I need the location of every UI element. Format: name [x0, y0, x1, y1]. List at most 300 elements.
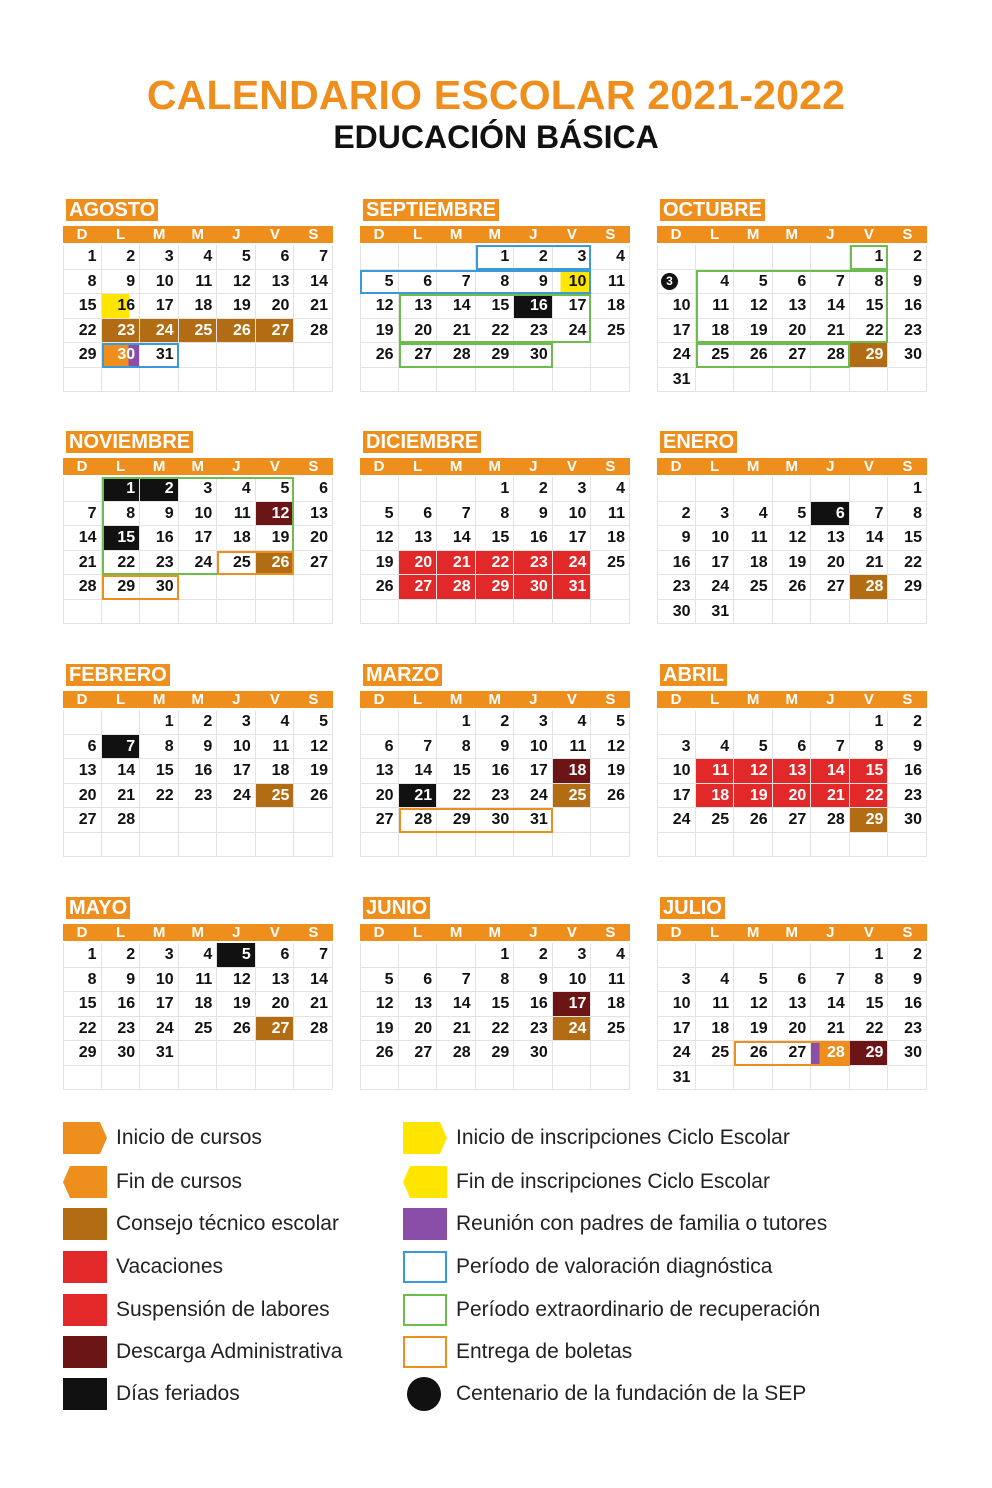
- empty-cell: [696, 1066, 735, 1091]
- day-number: 28: [452, 1044, 471, 1061]
- empty-cell: [811, 600, 850, 625]
- day-cell: [102, 1041, 141, 1066]
- day-cell: [399, 968, 438, 993]
- weekday-label: D: [373, 226, 385, 243]
- day-cell: [553, 319, 592, 344]
- day-number: 30: [117, 1044, 136, 1061]
- day-number: 17: [568, 529, 587, 546]
- day-cell: [888, 784, 927, 809]
- weekday-label: J: [232, 458, 241, 475]
- weekday-label: V: [863, 458, 874, 475]
- day-cell: [811, 808, 850, 833]
- day-number: 18: [749, 553, 768, 571]
- day-cell: [850, 502, 889, 527]
- empty-cell: [179, 808, 218, 833]
- empty-cell: [360, 943, 399, 968]
- weekday-label: J: [826, 458, 835, 475]
- day-number: 8: [500, 970, 510, 988]
- day-number: 14: [310, 970, 328, 988]
- empty-cell: [256, 575, 295, 600]
- day-number: 12: [271, 504, 290, 522]
- day-cell: [294, 477, 333, 502]
- day-cell: [811, 270, 850, 295]
- weekday-label: M: [488, 458, 501, 475]
- day-cell: [256, 551, 295, 576]
- day-cell: [476, 343, 515, 368]
- day-number: 22: [865, 1019, 884, 1037]
- day-cell: [63, 808, 102, 833]
- day-number: 22: [491, 1019, 510, 1037]
- weekday-label: S: [308, 226, 319, 243]
- day-number: 20: [78, 786, 97, 804]
- day-cell: [437, 1041, 476, 1066]
- empty-cell: [217, 808, 256, 833]
- day-cell: [102, 759, 141, 784]
- weekday-label: M: [191, 458, 204, 475]
- day-cell: [553, 968, 592, 993]
- weekday-label: J: [826, 691, 835, 708]
- day-cell: [514, 759, 553, 784]
- day-cell: [811, 735, 850, 760]
- empty-cell: [553, 1066, 592, 1091]
- day-number: 30: [904, 346, 922, 363]
- empty-cell: [591, 343, 630, 368]
- day-cell: [140, 992, 179, 1017]
- day-number: 21: [78, 553, 97, 571]
- day-number: 16: [530, 995, 548, 1012]
- day-cell: [256, 1017, 295, 1042]
- day-cell: [696, 502, 735, 527]
- day-cell: [399, 270, 438, 295]
- day-cell: [850, 270, 889, 295]
- day-cell: [63, 968, 102, 993]
- day-cell: [811, 502, 850, 527]
- day-cell: [217, 526, 256, 551]
- legend-label: Días feriados: [116, 1382, 240, 1405]
- sep-centenary-icon: 3: [661, 273, 678, 290]
- empty-cell: [476, 1066, 515, 1091]
- empty-cell: [591, 600, 630, 625]
- day-number: 16: [530, 297, 548, 314]
- day-cell: [514, 477, 553, 502]
- day-number: 1: [913, 480, 922, 497]
- weekday-label: M: [785, 924, 798, 941]
- month-name: NOVIEMBRE: [66, 431, 193, 453]
- day-number: 26: [607, 786, 625, 804]
- day-cell: [514, 294, 553, 319]
- empty-cell: [63, 600, 102, 625]
- day-number: 29: [452, 811, 471, 828]
- day-cell: [734, 968, 773, 993]
- day-cell: [437, 808, 476, 833]
- weekday-label: M: [191, 924, 204, 941]
- day-cell: [657, 368, 696, 393]
- day-cell: [399, 992, 438, 1017]
- day-cell: [657, 502, 696, 527]
- empty-cell: [179, 600, 218, 625]
- day-number: 29: [865, 1044, 884, 1061]
- day-number: 11: [608, 272, 625, 290]
- day-number: 23: [117, 1019, 136, 1037]
- day-cell: [811, 759, 850, 784]
- day-cell: [888, 759, 927, 784]
- day-number: 27: [271, 321, 290, 339]
- day-cell: [773, 759, 812, 784]
- day-number: 6: [797, 272, 807, 290]
- day-number: 12: [233, 970, 251, 988]
- day-number: 25: [568, 786, 587, 804]
- day-number: 20: [310, 529, 328, 546]
- empty-cell: [657, 245, 696, 270]
- day-number: 15: [865, 995, 884, 1012]
- empty-cell: [256, 833, 295, 858]
- day-cell: [399, 784, 438, 809]
- empty-cell: [657, 710, 696, 735]
- weekday-label: J: [826, 226, 835, 243]
- day-cell: [140, 477, 179, 502]
- inicio-cursos-swatch-icon: [63, 1122, 107, 1154]
- weekday-label: S: [308, 458, 319, 475]
- day-cell: [179, 270, 218, 295]
- day-number: 25: [749, 578, 768, 595]
- day-cell: [294, 735, 333, 760]
- day-number: 10: [233, 737, 251, 755]
- fin-cursos-swatch-icon: [63, 1166, 107, 1198]
- day-number: 23: [672, 578, 691, 595]
- day-cell: [553, 943, 592, 968]
- day-number: 25: [711, 346, 730, 363]
- day-number: 29: [78, 346, 97, 363]
- weekday-label: D: [76, 226, 88, 243]
- day-cell: [294, 1017, 333, 1042]
- day-cell: [696, 1017, 735, 1042]
- day-number: 2: [538, 946, 548, 963]
- day-number: 23: [117, 321, 136, 339]
- day-cell: [217, 968, 256, 993]
- empty-cell: [256, 808, 295, 833]
- weekday-label: L: [412, 458, 423, 475]
- day-cell: [850, 968, 889, 993]
- empty-cell: [850, 833, 889, 858]
- day-cell: [773, 735, 812, 760]
- empty-cell: [553, 343, 592, 368]
- month-febrero: [63, 664, 333, 864]
- day-number: 20: [788, 321, 807, 339]
- day-cell: [437, 1017, 476, 1042]
- weekday-label: D: [373, 691, 385, 708]
- day-number: 20: [414, 1019, 433, 1037]
- day-cell: [888, 1017, 927, 1042]
- empty-cell: [553, 600, 592, 625]
- day-number: 11: [712, 297, 730, 314]
- day-number: 18: [271, 762, 290, 779]
- day-number: 4: [280, 713, 290, 730]
- day-number: 6: [423, 504, 433, 522]
- day-cell: [850, 784, 889, 809]
- empty-cell: [360, 368, 399, 393]
- day-cell: [888, 343, 927, 368]
- weekday-header: [63, 691, 333, 708]
- day-cell: [63, 735, 102, 760]
- day-cell: [399, 551, 438, 576]
- day-cell: [850, 294, 889, 319]
- empty-cell: [696, 943, 735, 968]
- weekday-label: V: [269, 924, 280, 941]
- empty-cell: [63, 477, 102, 502]
- day-cell: [476, 1041, 515, 1066]
- day-cell: [437, 294, 476, 319]
- day-cell: [888, 968, 927, 993]
- day-cell: [888, 319, 927, 344]
- weekday-label: M: [152, 691, 166, 708]
- day-number: 19: [233, 297, 251, 314]
- day-number: 23: [904, 321, 922, 339]
- weekday-header: [63, 924, 333, 941]
- weekday-label: L: [115, 458, 126, 475]
- day-number: 26: [375, 1044, 394, 1061]
- month-name: JUNIO: [363, 897, 430, 919]
- weekday-label: S: [605, 691, 616, 708]
- empty-cell: [102, 368, 141, 393]
- empty-cell: [773, 368, 812, 393]
- empty-cell: [360, 833, 399, 858]
- month-name: JULIO: [660, 897, 725, 919]
- day-number: 8: [913, 504, 922, 522]
- day-cell: [696, 1041, 735, 1066]
- day-cell: [734, 575, 773, 600]
- weekday-label: L: [412, 226, 423, 243]
- weekday-label: D: [373, 924, 385, 941]
- day-number: 9: [126, 970, 136, 988]
- day-number: 26: [375, 578, 394, 595]
- legend-label: Centenario de la fundación de la SEP: [456, 1382, 807, 1405]
- day-cell: [476, 477, 515, 502]
- day-number: 11: [608, 970, 625, 988]
- weekday-header: [657, 226, 927, 243]
- day-cell: [256, 526, 295, 551]
- month-name: SEPTIEMBRE: [363, 199, 499, 221]
- day-number: 16: [904, 995, 922, 1012]
- day-cell: [360, 992, 399, 1017]
- day-grid: [657, 710, 927, 857]
- day-number: 27: [414, 578, 433, 595]
- weekday-label: L: [412, 924, 423, 941]
- day-number: 19: [310, 762, 328, 779]
- day-number: 12: [749, 297, 768, 314]
- day-number: 11: [712, 995, 730, 1012]
- day-number: 18: [233, 529, 251, 546]
- day-cell: [294, 710, 333, 735]
- day-number: 6: [835, 504, 845, 522]
- day-cell: [217, 245, 256, 270]
- day-number: 1: [87, 946, 97, 963]
- page-subtitle: EDUCACIÓN BÁSICA: [333, 119, 659, 155]
- day-number: 6: [319, 480, 328, 497]
- day-number: 13: [271, 272, 290, 290]
- day-number: 11: [195, 272, 213, 290]
- empty-cell: [179, 368, 218, 393]
- day-cell: [773, 551, 812, 576]
- day-number: 19: [749, 321, 768, 339]
- day-cell: [888, 943, 927, 968]
- month-abril: [657, 664, 927, 864]
- day-cell: [102, 575, 141, 600]
- day-number: 15: [491, 995, 510, 1012]
- day-cell: [256, 943, 295, 968]
- day-cell: [476, 1017, 515, 1042]
- empty-cell: [657, 833, 696, 858]
- day-cell: [217, 943, 256, 968]
- day-cell: [553, 551, 592, 576]
- empty-cell: [476, 833, 515, 858]
- day-cell: [553, 245, 592, 270]
- day-cell: [514, 575, 553, 600]
- weekday-label: L: [709, 924, 720, 941]
- day-cell: [734, 270, 773, 295]
- day-cell: [179, 784, 218, 809]
- day-cell: [399, 808, 438, 833]
- empty-cell: [140, 808, 179, 833]
- empty-cell: [696, 368, 735, 393]
- day-grid: [657, 943, 927, 1090]
- empty-cell: [850, 1066, 889, 1091]
- weekday-label: S: [902, 924, 913, 941]
- day-number: 4: [577, 713, 587, 730]
- day-cell: [696, 735, 735, 760]
- day-cell: [217, 551, 256, 576]
- day-cell: [734, 319, 773, 344]
- day-number: 5: [319, 713, 328, 730]
- weekday-label: S: [902, 226, 913, 243]
- day-cell: [399, 735, 438, 760]
- day-number: 15: [78, 297, 97, 314]
- legend-label: Descarga Administrativa: [116, 1340, 343, 1363]
- day-cell: [476, 992, 515, 1017]
- day-cell: [294, 943, 333, 968]
- day-number: 7: [319, 946, 328, 963]
- day-cell: [294, 319, 333, 344]
- day-number: 17: [233, 762, 251, 779]
- empty-cell: [657, 943, 696, 968]
- inicio-inscripciones-swatch-icon: [403, 1122, 447, 1154]
- day-cell: [773, 319, 812, 344]
- day-number: 30: [530, 1044, 548, 1061]
- day-number: 1: [500, 946, 510, 963]
- day-number: 18: [194, 995, 213, 1012]
- day-cell: [256, 968, 295, 993]
- day-cell: [140, 319, 179, 344]
- day-cell: [179, 502, 218, 527]
- day-number: 10: [155, 272, 174, 290]
- day-cell: [102, 343, 141, 368]
- weekday-label: M: [746, 691, 760, 708]
- day-grid: [63, 245, 333, 392]
- day-cell: [294, 968, 333, 993]
- empty-cell: [734, 1066, 773, 1091]
- day-cell: [256, 294, 295, 319]
- day-cell: [256, 270, 295, 295]
- day-number: 8: [874, 737, 884, 755]
- empty-cell: [476, 600, 515, 625]
- weekday-header: [360, 226, 630, 243]
- weekday-label: M: [746, 924, 760, 941]
- day-number: 22: [865, 321, 884, 339]
- day-number: 26: [788, 578, 807, 595]
- day-cell: [256, 735, 295, 760]
- empty-cell: [294, 808, 333, 833]
- day-number: 23: [530, 553, 548, 571]
- empty-cell: [294, 368, 333, 393]
- day-number: 25: [194, 321, 213, 339]
- legend-label: Reunión con padres de familia o tutores: [456, 1212, 828, 1235]
- day-number: 21: [827, 321, 845, 339]
- day-number: 6: [384, 737, 394, 755]
- empty-cell: [360, 600, 399, 625]
- day-number: 3: [241, 713, 251, 730]
- day-number: 17: [711, 553, 730, 571]
- day-cell: [773, 784, 812, 809]
- day-cell: [476, 575, 515, 600]
- empty-cell: [63, 1066, 102, 1091]
- day-cell: [476, 943, 515, 968]
- day-number: 12: [749, 762, 768, 779]
- day-number: 1: [500, 248, 510, 265]
- day-cell: [696, 551, 735, 576]
- day-number: 17: [155, 995, 174, 1012]
- day-number: 25: [194, 1019, 213, 1037]
- day-number: 5: [797, 504, 807, 522]
- day-number: 7: [87, 504, 97, 522]
- day-cell: [360, 968, 399, 993]
- day-number: 24: [672, 1044, 691, 1061]
- weekday-label: M: [449, 691, 463, 708]
- day-number: 22: [491, 553, 510, 571]
- empty-cell: [773, 710, 812, 735]
- day-cell: [102, 1017, 141, 1042]
- legend: [63, 1122, 943, 1422]
- day-cell: [514, 502, 553, 527]
- day-cell: [140, 551, 179, 576]
- day-cell: [63, 575, 102, 600]
- day-number: 28: [414, 811, 433, 828]
- weekday-label: L: [709, 691, 720, 708]
- day-cell: [399, 526, 438, 551]
- day-cell: [63, 1041, 102, 1066]
- day-cell: [591, 710, 630, 735]
- day-number: 24: [155, 1019, 174, 1037]
- day-cell: [850, 575, 889, 600]
- day-cell: [179, 943, 218, 968]
- legend-label: Fin de inscripciones Ciclo Escolar: [456, 1170, 770, 1193]
- day-grid: [360, 477, 630, 624]
- empty-cell: [437, 1066, 476, 1091]
- day-number: 26: [749, 1044, 768, 1061]
- day-number: 18: [607, 297, 625, 314]
- day-cell: [140, 575, 179, 600]
- empty-cell: [734, 600, 773, 625]
- empty-cell: [217, 600, 256, 625]
- day-cell: [657, 343, 696, 368]
- day-number: 4: [203, 248, 213, 265]
- day-number: 18: [568, 762, 587, 779]
- day-cell: [217, 270, 256, 295]
- day-number: 12: [310, 737, 328, 755]
- day-cell: [360, 1041, 399, 1066]
- day-cell: [179, 992, 218, 1017]
- weekday-label: M: [746, 458, 760, 475]
- empty-cell: [773, 1066, 812, 1091]
- day-number: 7: [126, 737, 136, 755]
